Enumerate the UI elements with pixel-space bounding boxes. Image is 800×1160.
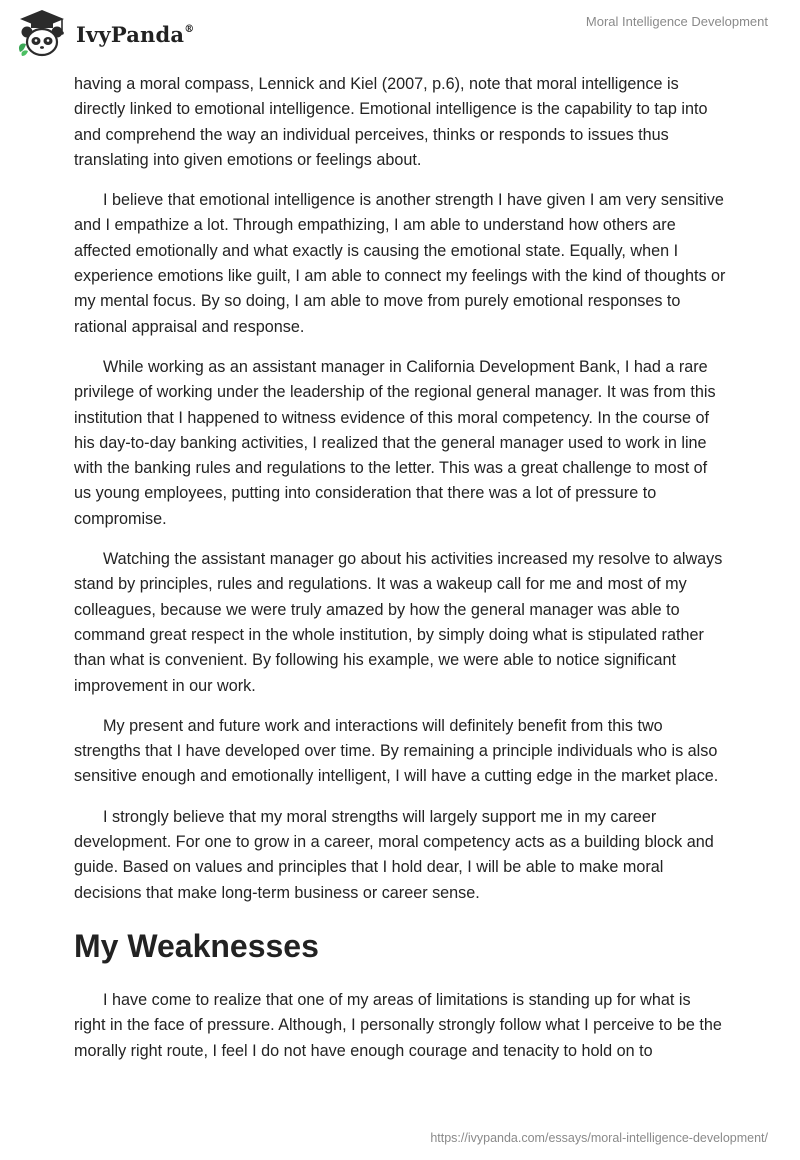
paragraph-3: While working as an assistant manager in California Development Bank, I had a rare privilege of working under the leadership of the regional general manager. It was from this institution that I happened to witness evidence of this moral competency. In the course of his day-to-day banking activities, I realized that the general manager used to work in line with the banking rules and regulations to the letter. This was a great challenge to most of us young employees, putting into consideration that there was a lot of pressure to compromise. — [74, 357, 716, 528]
paragraph-7: I have come to realize that one of my areas of limitations is standing up for what is right in the face of pressure. Although, I personally strongly follow what I perceive to be the morally right route, I feel I do not have enough courage and tenacity to hold on to — [74, 990, 722, 1060]
paragraph-5: My present and future work and interactions will definitely benefit from this two strengths that I have developed over time. By remaining a principle individuals who is also sensitive enough and emotionally intelligent, I will have a cutting edge in the market place. — [74, 716, 719, 786]
section-heading-weaknesses: My Weaknesses — [74, 927, 319, 964]
panda-graduate-icon — [14, 8, 70, 60]
paragraph-6: I strongly believe that my moral strengths will largely support me in my career development. For one to grow in a career, moral competency acts as a building block and guide. Based on values and principles that I hold dear, I will be able to make moral decisions that make long-term business or career sense. — [74, 807, 714, 902]
ivypanda-logo[interactable] — [14, 8, 194, 60]
paragraph-2: I believe that emotional intelligence is another strength I have given I am very sensitive and I empathize a lot. Through empathizing, I am able to understand how others are affected emotionally and what exactly is causing the emotional state. Equally, when I experience emotions like guilt, I am able to connect my feelings with the kind of thoughts or my mental focus. By so doing, I am able to move from purely emotional responses to rational appraisal and response. — [74, 191, 726, 336]
essay-body — [74, 72, 726, 1079]
document-title: Moral Intelligence Development — [585, 14, 768, 29]
source-url-link[interactable]: https://ivypanda.com/essays/moral-intelligence-development/ — [430, 1131, 768, 1145]
page-header — [0, 0, 800, 70]
paragraph-4: Watching the assistant manager go about his activities increased my resolve to always stand by principles, rules and regulations. It was a wakeup call for me and most of my colleagues, because we were truly amazed by how the general manager was able to command great respect in the whole institution, by simply doing what is stipulated rather than what is convenient. By following his example, we were able to notice significant improvement in our work. — [74, 550, 723, 695]
registered-mark: ® — [184, 23, 195, 35]
paragraph-1: having a moral compass, Lennick and Kiel (2007, p.6), note that moral intelligence is directly linked to emotional intelligence. Emotional intelligence is the capability to tap into and comprehend the way an individual perceives, thinks or responds to issues thus translating into given emotions or feelings about. — [74, 75, 708, 169]
logo-wordmark: IvyPanda® — [76, 21, 195, 47]
